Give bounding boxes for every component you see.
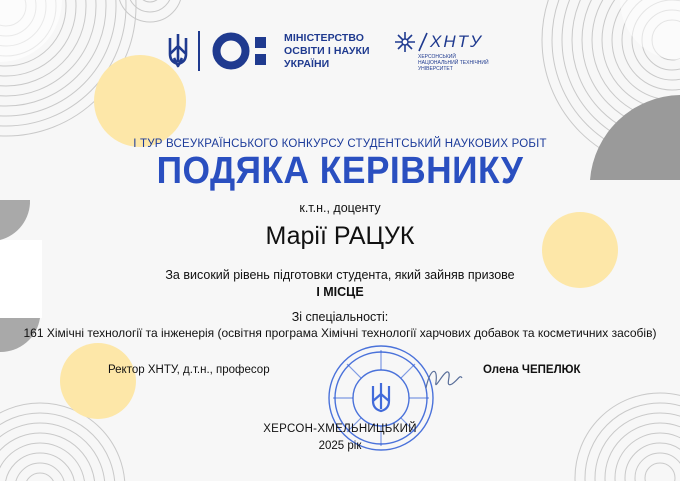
ministry-logo-icon: [212, 31, 274, 71]
slash-mark-icon: [416, 31, 430, 53]
ministry-line: УКРАЇНИ: [284, 57, 330, 70]
khntu-name: ХНТУ: [430, 31, 483, 51]
official-seal: [326, 343, 436, 453]
award-reason: За високий рівень підготовки студента, який зайняв призове: [165, 268, 515, 282]
ministry-line: ОСВІТИ І НАУКИ: [284, 44, 370, 57]
coat-of-arms-icon: [166, 32, 190, 70]
city-label: ХЕРСОН-ХМЕЛЬНИЦЬКИЙ: [263, 423, 417, 435]
certificate-title: ПОДЯКА КЕРІВНИКУ: [156, 150, 524, 192]
signer-name: Олена ЧЕПЕЛЮК: [483, 364, 581, 376]
ministry-line: МІНІСТЕРСТВО: [284, 31, 365, 44]
logo-divider: [198, 31, 200, 71]
khntu-subtitle-line: УНІВЕРСИТЕТ: [418, 65, 453, 72]
snowflake-icon: [394, 31, 416, 53]
recipient-name: Марії РАЦУК: [265, 222, 415, 250]
year-label: 2025 рік: [318, 440, 362, 452]
khntu-subtitle-line: ХЕРСОНСЬКИЙ: [418, 53, 456, 60]
contest-heading: І ТУР ВСЕУКРАЇНСЬКОГО КОНКУРСУ СТУДЕНТСЬКИЙ НАУКОВИХ РОБІТ: [133, 138, 547, 150]
khntu-logo: [394, 31, 489, 72]
ministry-name: [284, 32, 380, 71]
award-place: І МІСЦЕ: [316, 285, 364, 299]
signature-mark: [422, 362, 466, 396]
specialty-label: Зі спеціальності:: [291, 310, 389, 324]
specialty-text: 161 Хімічні технології та інженерія (освітня програма Хімічні технології харчових добавок та косметичних засобів): [23, 326, 657, 340]
logo-bar: [166, 28, 489, 74]
rector-title: Ректор ХНТУ, д.т.н., професор: [108, 364, 270, 376]
khntu-subtitle-line: НАЦІОНАЛЬНИЙ ТЕХНІЧНИЙ: [418, 59, 489, 66]
recipient-degree: к.т.н., доценту: [299, 201, 381, 215]
